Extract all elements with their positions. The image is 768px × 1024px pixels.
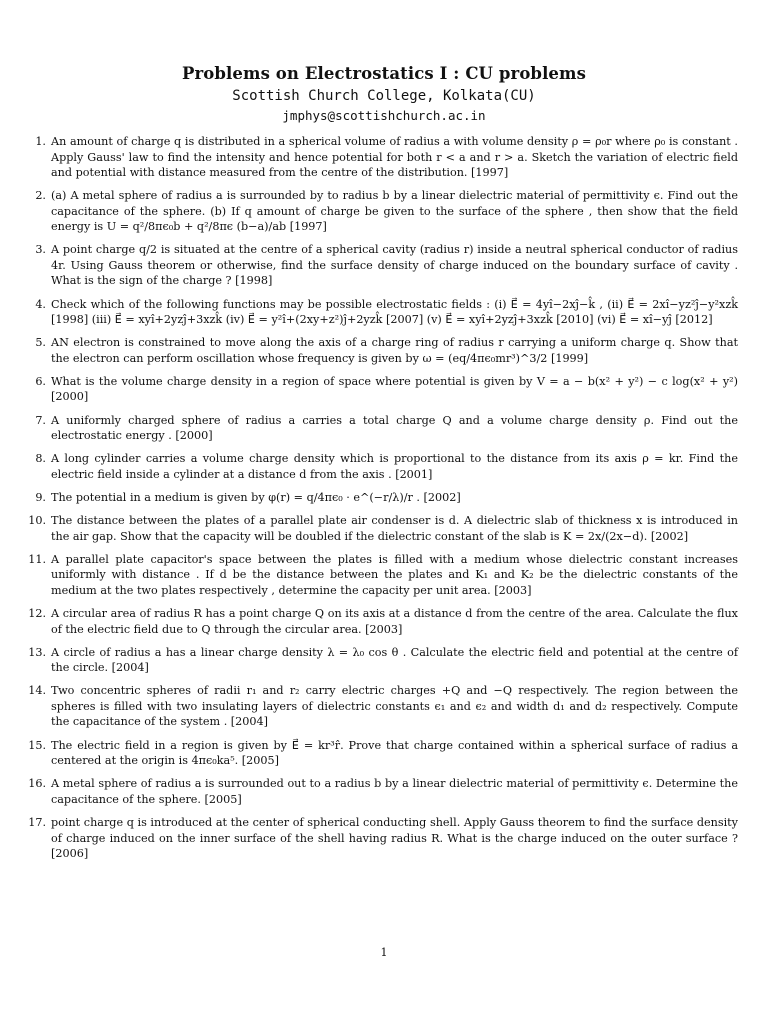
problem-text: A point charge q/2 is situated at the centre of a spherical cavity (radius r) inside a neutral spherical conductor of radius 4r. Using Gauss theorem or otherwise, find the surface density of charge induced on the boundary surface of cavity . What is the sign of the charge ? [1998] <box>51 243 738 288</box>
problem-number: 9. <box>35 491 46 504</box>
contact-email: jmphys@scottishchurch.ac.in <box>282 108 486 123</box>
problem-item <box>26 451 738 482</box>
problem-text: (a) A metal sphere of radius a is surrounded by to radius b by a linear dielectric material of permittivity ϵ. Find out the capacitance of the sphere. (b) If q amount of charge be given to the surface of the sphere , then show that the field energy is U = q²/8πϵ₀b + q²/8πϵ (b−a)/ab [1997] <box>51 189 738 234</box>
problem-number: 2. <box>35 189 46 203</box>
problem-text: A metal sphere of radius a is surrounded out to a radius b by a linear dielectric material of permittivity ϵ. Determine the capacitance of the sphere. [2005] <box>51 777 738 806</box>
problem-number: 8. <box>35 452 46 466</box>
problem-number: 17. <box>28 816 46 829</box>
problem-text: A long cylinder carries a volume charge density which is proportional to the distance from its axis ρ = kr. Find the electric field inside a cylinder at a distance d from the axis . [2001] <box>51 452 738 481</box>
problem-item <box>26 738 738 769</box>
problem-text: Check which of the following functions may be possible electrostatic fields : (i) E⃗ = 4yî−2xĵ−k̂ , (ii) E⃗ = 2xî−yz²ĵ−y²xzk̂ [1998] (iii) E⃗ = xyî+2yzĵ+3xzk̂ (iv) E⃗ = y²î+(2xy+z²)ĵ+2yzk̂ [2007] (v) E⃗ = xyî+2yzĵ+3xzk̂ [2010] (vi) E⃗ = xî−yĵ [2012] <box>51 297 738 327</box>
problem-list <box>26 134 738 869</box>
problem-text: A parallel plate capacitor's space between the plates is filled with a medium whose dielectric constant increases uniformly with distance . If d be the distance between the plates and K₁ and K₂ be the dielectric constants of the medium at the two plates respectively , determine the capacity per unit area. [2003] <box>51 552 738 597</box>
problem-item <box>26 374 738 405</box>
problem-number: 12. <box>28 607 46 621</box>
problem-number: 11. <box>28 552 46 566</box>
problem-number: 10. <box>28 514 46 528</box>
problem-number: 5. <box>35 336 46 350</box>
problem-text: point charge q is introduced at the center of spherical conducting shell. Apply Gauss theorem to find the surface density of charge induced on the inner surface of the shell having radius R. What is the charge induced on the outer surface ? [2006] <box>51 816 738 860</box>
problem-text: A circular area of radius R has a point charge Q on its axis at a distance d from the centre of the area. Calculate the flux of the electric field due to Q through the circular area. [2003] <box>51 607 738 636</box>
problem-item <box>26 683 738 730</box>
problem-number: 4. <box>35 297 46 311</box>
problem-text: The electric field in a region is given by E⃗ = kr³r̂. Prove that charge contained within a spherical surface of radius a centered at the origin is 4πϵ₀ka⁵. [2005] <box>51 738 738 768</box>
problem-number: 15. <box>28 738 46 752</box>
problem-item <box>26 645 738 676</box>
problem-text: An amount of charge q is distributed in a spherical volume of radius a with volume density ρ = ρ₀r where ρ₀ is constant . Apply Gauss' law to find the intensity and hence potential for both r < a and r > a. Sketch the variation of electric field and potential with distance measured from the centre of the distribution. [1997] <box>51 135 738 179</box>
problem-item <box>26 413 738 444</box>
problem-text: Two concentric spheres of radii r₁ and r₂ carry electric charges +Q and −Q respectively. The region between the spheres is filled with two insulating layers of dielectric constants ϵ₁ and ϵ₂ and width d₁ and d₂ respectively. Compute the capacitance of the system . [2004] <box>51 684 738 729</box>
problem-number: 7. <box>35 413 46 427</box>
problem-number: 14. <box>28 684 46 698</box>
problem-text: What is the volume charge density in a region of space where potential is given by V = a − b(x² + y²) − c log(x² + y²) [2000] <box>51 374 738 404</box>
problem-text: A circle of radius a has a linear charge density λ = λ₀ cos θ . Calculate the electric field and potential at the centre of the circle. [2004] <box>51 645 738 675</box>
problem-text: The potential in a medium is given by φ(r) = q/4πϵ₀ · e^(−r/λ)/r . [2002] <box>51 491 461 504</box>
problem-item <box>26 297 738 328</box>
problem-item <box>26 134 738 181</box>
problem-item <box>26 490 738 506</box>
problem-item <box>26 815 738 862</box>
problem-text: The distance between the plates of a parallel plate air condenser is d. A dielectric slab of thickness x is introduced in the air gap. Show that the capacity will be doubled if the dielectric constant of the slab is K = 2x/(2x−d). [2002] <box>51 514 738 543</box>
problem-item <box>26 552 738 599</box>
problem-item <box>26 606 738 637</box>
problem-item <box>26 242 738 289</box>
problem-text: AN electron is constrained to move along the axis of a charge ring of radius r carrying a uniform charge q. Show that the electron can perform oscillation whose frequency is given by ω = (eq/4πϵ₀mr³)^3/2 [1999] <box>51 336 738 365</box>
problem-item <box>26 513 738 544</box>
document-subtitle: Scottish Church College, Kolkata(CU) <box>232 88 536 104</box>
problem-item <box>26 335 738 366</box>
problem-text: A uniformly charged sphere of radius a carries a total charge Q and a volume charge density ρ. Find out the electrostatic energy . [2000] <box>51 413 738 443</box>
problem-number: 16. <box>28 777 46 791</box>
problem-number: 1. <box>35 135 46 148</box>
problem-item <box>26 776 738 807</box>
problem-number: 3. <box>35 243 46 257</box>
document-title: Problems on Electrostatics I : CU problems <box>182 64 586 83</box>
problem-item <box>26 188 738 235</box>
page-number: 1 <box>380 946 388 959</box>
problem-number: 6. <box>35 374 46 388</box>
problem-number: 13. <box>28 645 46 659</box>
